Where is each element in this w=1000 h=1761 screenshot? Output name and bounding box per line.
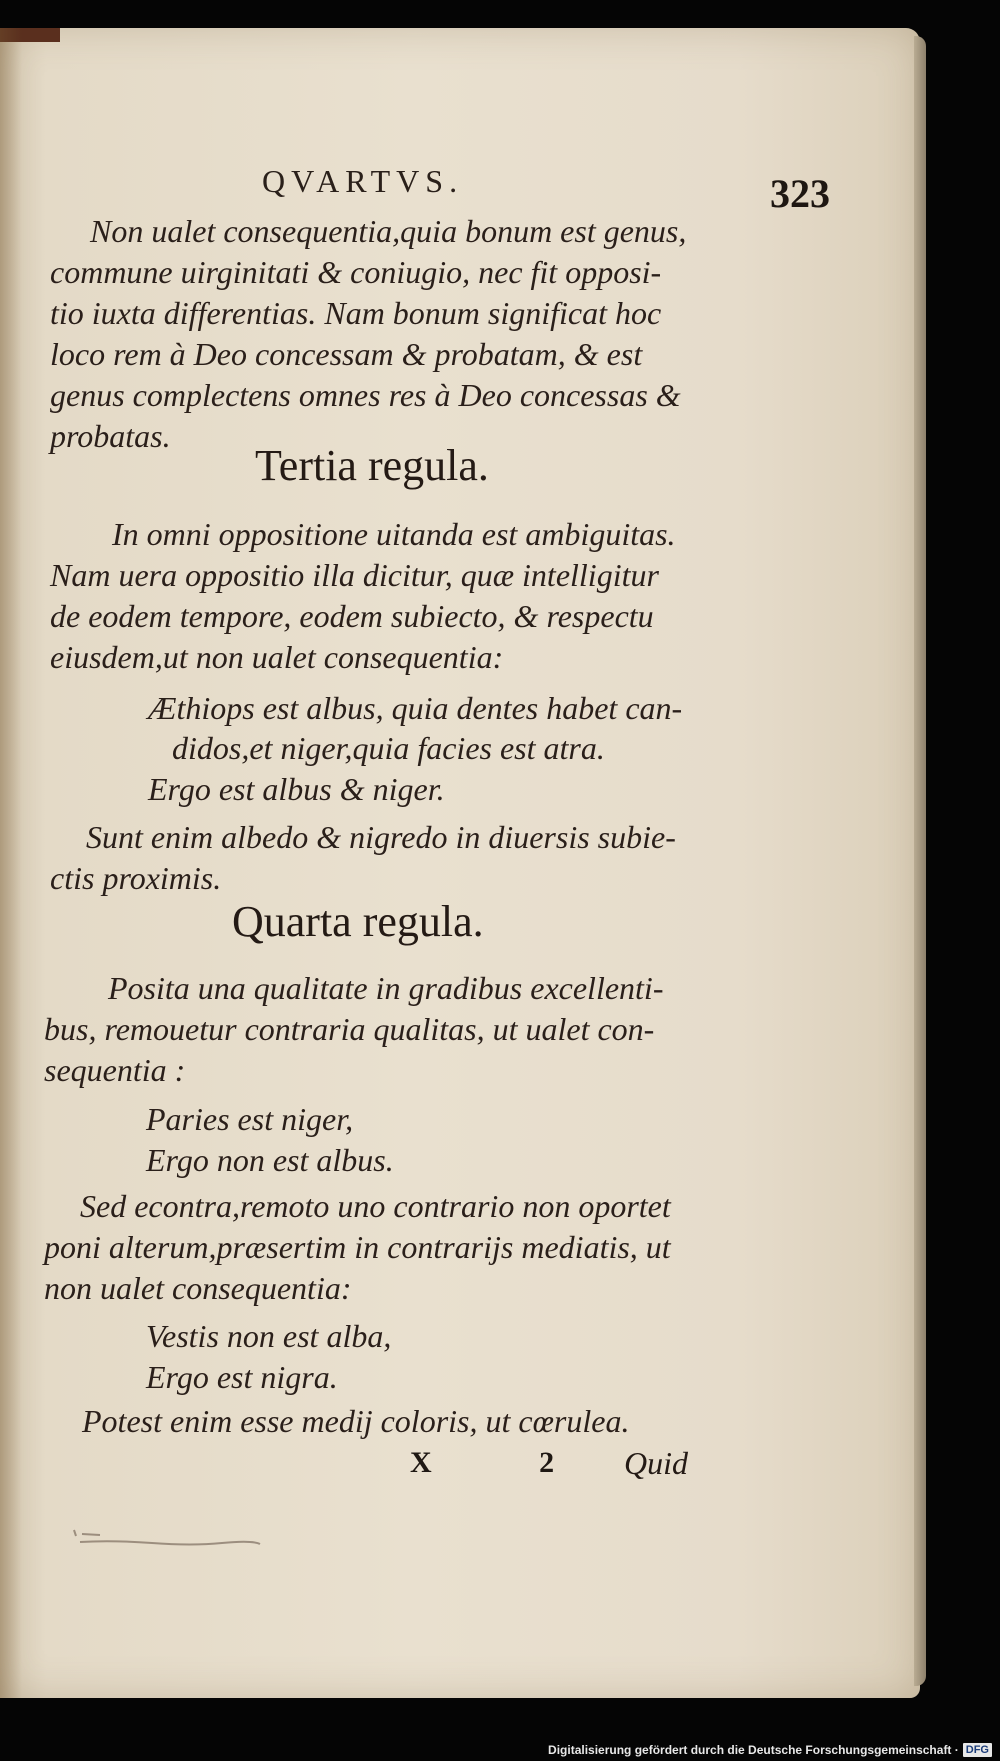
text-line: Posita una qualitate in gradibus excellenti- <box>108 970 664 1006</box>
text-line: Potest enim esse medij coloris, ut cœrulea. <box>82 1403 630 1439</box>
dfg-logo: DFG <box>963 1743 992 1757</box>
text-line: Paries est niger, <box>146 1101 354 1137</box>
ink-smudge <box>72 1526 262 1552</box>
text-line: tio iuxta differentias. Nam bonum significat hoc <box>50 295 662 331</box>
text-line: de eodem tempore, eodem subiecto, & respectu <box>50 598 654 634</box>
text-line: commune uirginitati & coniugio, nec fit opposi- <box>50 254 662 290</box>
text-line: Ergo non est albus. <box>146 1142 394 1178</box>
text-line: genus complectens omnes res à Deo concessas & <box>50 377 681 413</box>
section-heading: Quarta regula. <box>232 897 484 946</box>
text-line: ctis proximis. <box>50 860 222 896</box>
text-line: Non ualet consequentia,quia bonum est genus, <box>90 213 687 249</box>
text-line: Vestis non est alba, <box>146 1318 392 1354</box>
running-title: QVARTVS. <box>262 163 464 199</box>
signature-mark: X 2 <box>410 1446 605 1479</box>
page-edge <box>914 36 926 1686</box>
text-line: Ergo est albus & niger. <box>148 771 445 807</box>
text-line: non ualet consequentia: <box>44 1270 352 1306</box>
text-line: poni alterum,præsertim in contrarijs mediatis, ut <box>44 1229 671 1265</box>
text-line: Sed econtra,remoto uno contrario non oportet <box>80 1188 671 1224</box>
text-line: In omni oppositione uitanda est ambiguitas. <box>112 516 676 552</box>
book-page <box>0 28 920 1698</box>
text-line: probatas. <box>50 418 171 454</box>
catchword: Quid <box>624 1445 688 1481</box>
text-line: bus, remouetur contraria qualitas, ut ualet con- <box>44 1011 655 1047</box>
gutter-shadow <box>0 28 22 1698</box>
section-heading: Tertia regula. <box>255 441 489 490</box>
credit-text: Digitalisierung gefördert durch die Deutsche Forschungsgemeinschaft · <box>548 1743 959 1757</box>
digitization-credit <box>548 1743 992 1757</box>
text-line: didos,et niger,quia facies est atra. <box>172 730 605 766</box>
page-number: 323 <box>770 171 830 216</box>
text-line: Æthiops est albus, quia dentes habet can- <box>148 690 683 726</box>
text-line: sequentia : <box>44 1052 186 1088</box>
text-line: loco rem à Deo concessam & probatam, & est <box>50 336 643 372</box>
text-line: Sunt enim albedo & nigredo in diuersis subie- <box>86 819 676 855</box>
text-line: eiusdem,ut non ualet consequentia: <box>50 639 504 675</box>
text-line: Ergo est nigra. <box>146 1359 338 1395</box>
text-line: Nam uera oppositio illa dicitur, quæ intelligitur <box>50 557 659 593</box>
